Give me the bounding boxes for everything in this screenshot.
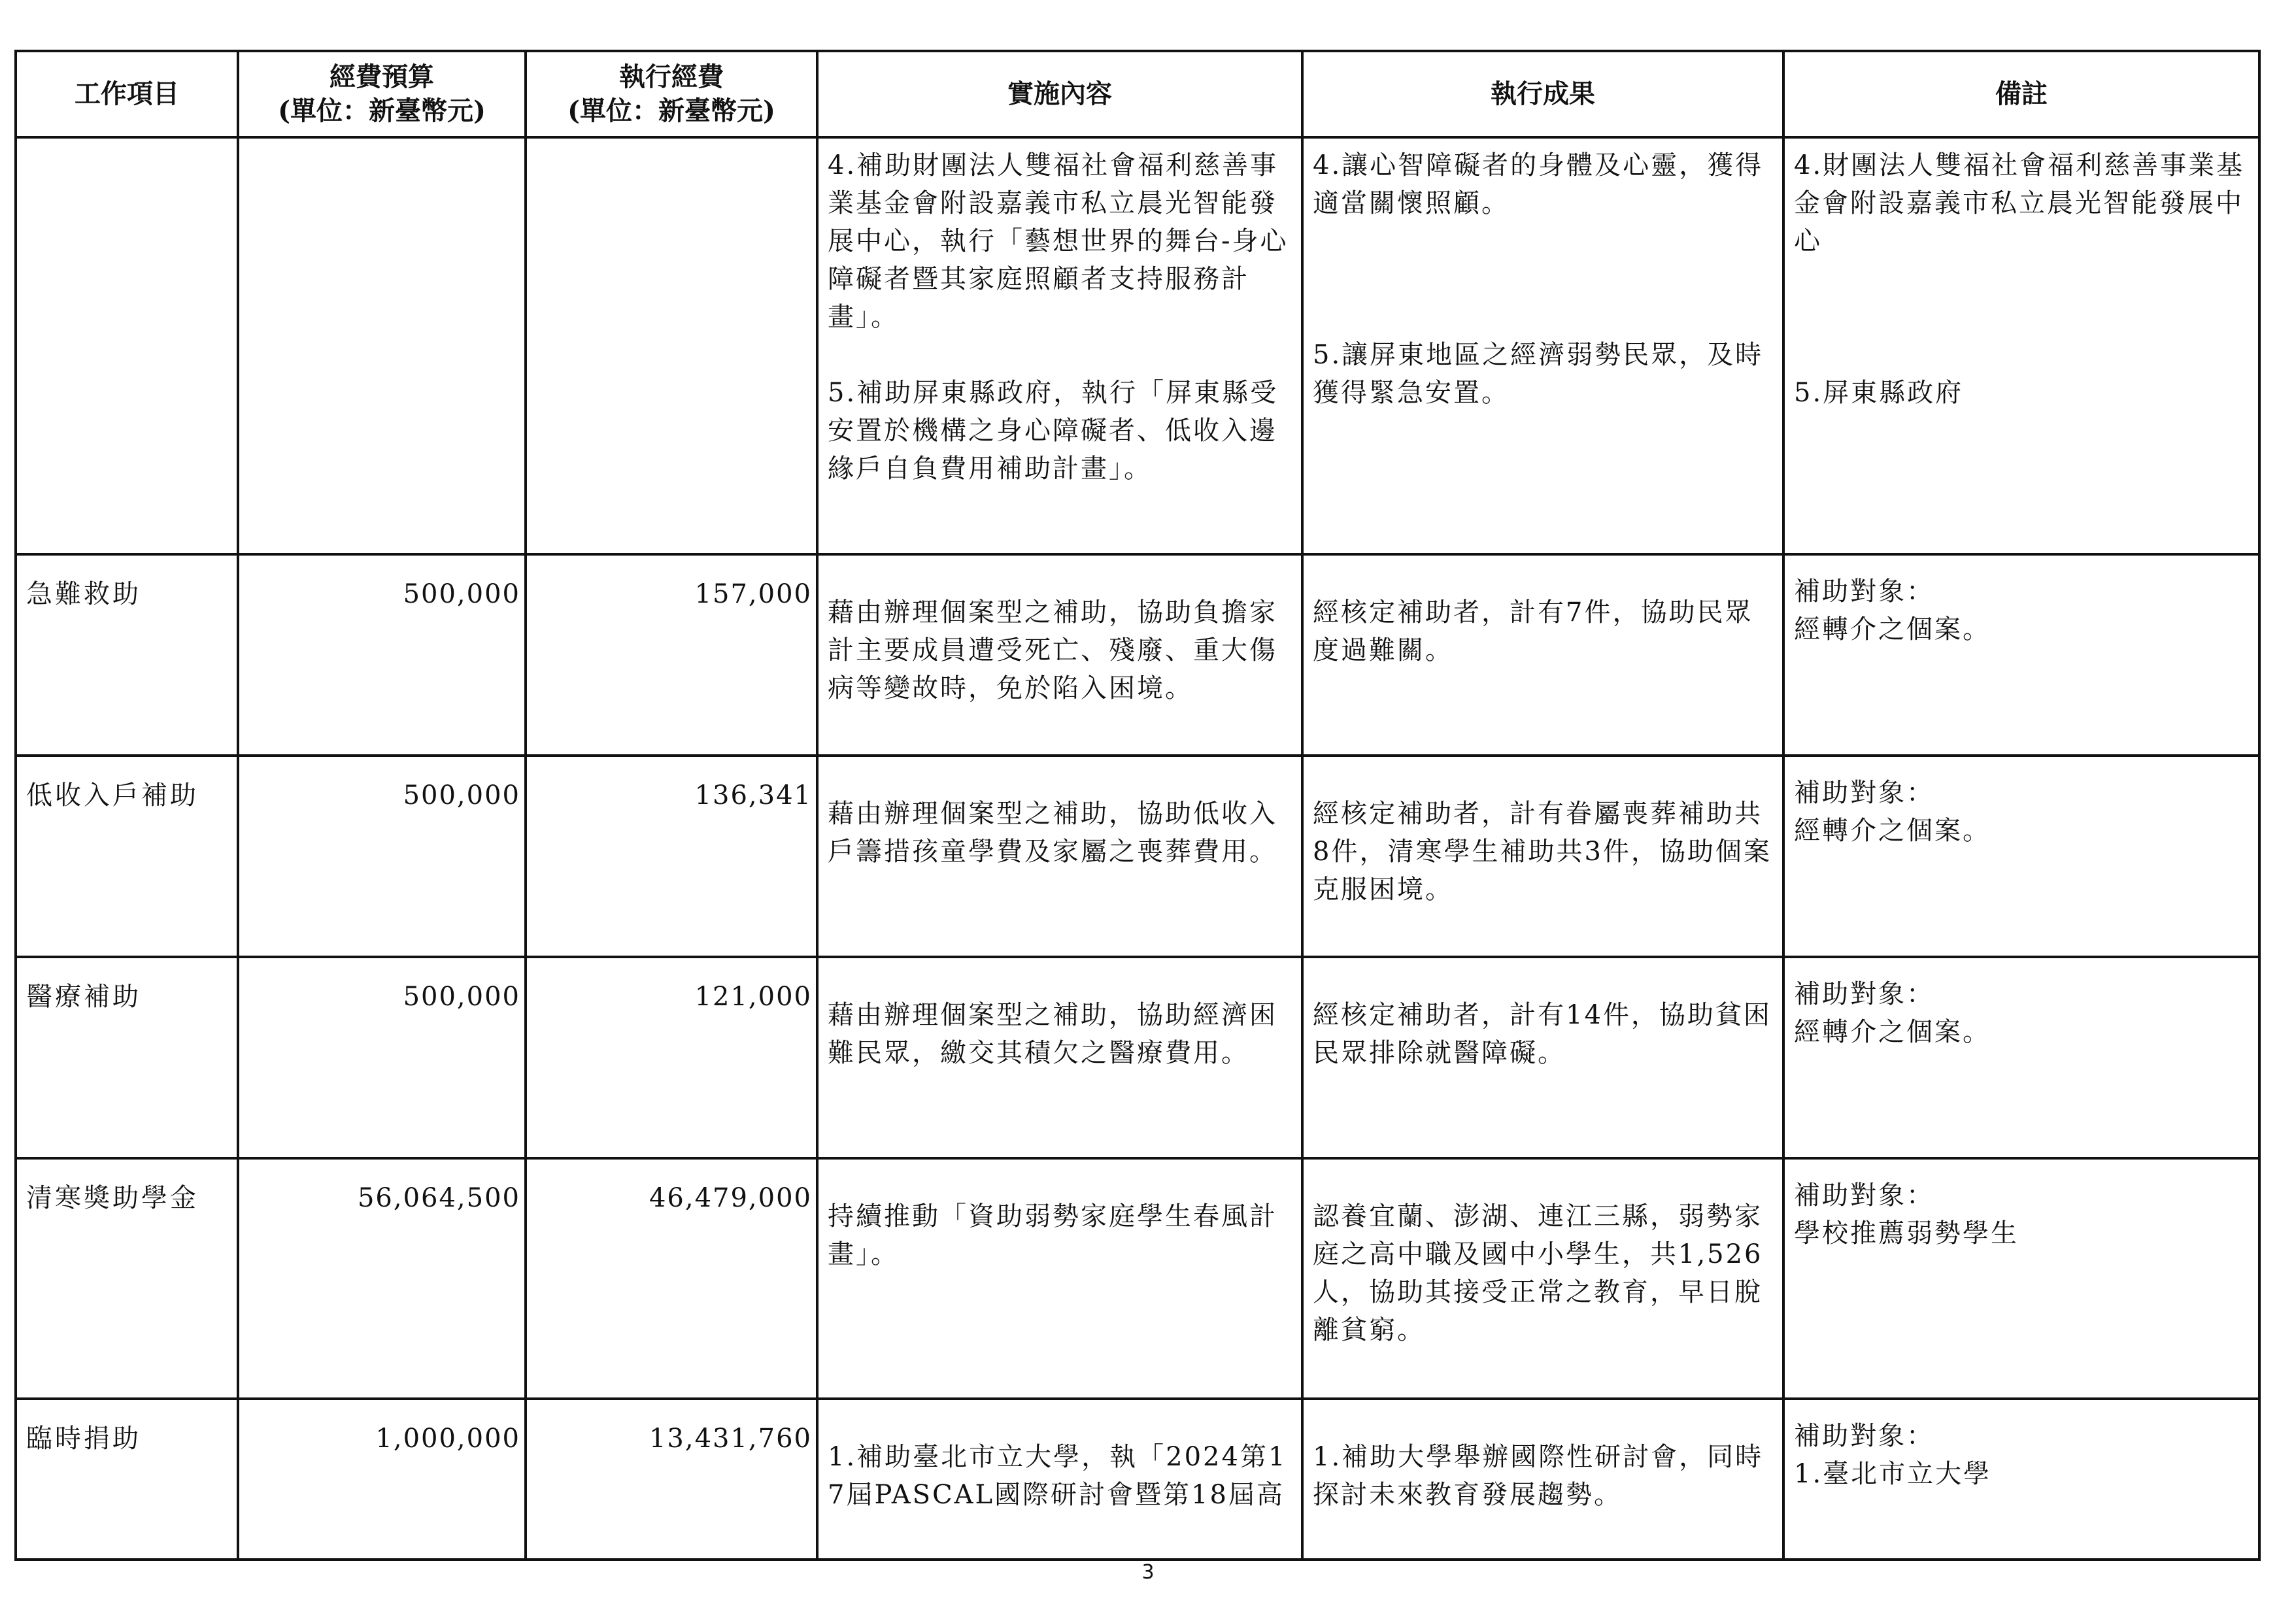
cell-item: 清寒獎助學金	[16, 1158, 238, 1399]
cell-result: 經核定補助者，計有14件，協助貧困民眾排除就醫障礙。	[1302, 957, 1783, 1158]
cell-result: 經核定補助者，計有眷屬喪葬補助共8件，清寒學生補助共3件，協助個案克服困境。	[1302, 756, 1783, 957]
header-item: 工作項目	[16, 51, 238, 137]
note-title: 補助對象：	[1794, 778, 1934, 808]
note-title: 補助對象：	[1794, 1180, 1934, 1211]
note-body: 1.臺北市立大學	[1794, 1459, 1992, 1489]
header-row	[16, 51, 2259, 137]
cell-note	[1783, 1399, 2259, 1560]
content-item-5: 5.補助屏東縣政府，執行「屏東縣受安置於機構之身心障礙者、低收入邊緣戶自負費用補助計畫」。	[828, 378, 1279, 484]
cell-note	[1783, 756, 2259, 957]
page-number: 3	[1141, 1561, 1155, 1584]
cell-result	[1302, 137, 1783, 554]
header-budget: 經費預算 (單位：新臺幣元)	[238, 51, 526, 137]
budget-table	[14, 50, 2261, 1561]
cell-spent: 157,000	[526, 554, 817, 756]
cell-budget: 56,064,500	[238, 1158, 526, 1399]
table-row-continued	[16, 137, 2259, 554]
table-row	[16, 957, 2259, 1158]
note-body: 學校推薦弱勢學生	[1794, 1218, 2019, 1248]
cell-content: 藉由辦理個案型之補助，協助經濟困難民眾，繳交其積欠之醫療費用。	[817, 957, 1302, 1158]
cell-content: 藉由辦理個案型之補助，協助低收入戶籌措孩童學費及家屬之喪葬費用。	[817, 756, 1302, 957]
result-item-5: 5.讓屏東地區之經濟弱勢民眾，及時獲得緊急安置。	[1313, 340, 1764, 408]
cell-item	[16, 137, 238, 554]
cell-spent: 46,479,000	[526, 1158, 817, 1399]
note-body: 經轉介之個案。	[1794, 614, 1991, 644]
cell-note	[1783, 137, 2259, 554]
cell-spent: 13,431,760	[526, 1399, 817, 1560]
note-title: 補助對象：	[1794, 979, 1934, 1009]
cell-budget: 1,000,000	[238, 1399, 526, 1560]
result-item-4: 4.讓心智障礙者的身體及心靈，獲得適當關懷照顧。	[1313, 150, 1764, 218]
cell-content	[817, 137, 1302, 554]
cell-result: 1.補助大學舉辦國際性研討會，同時探討未來教育發展趨勢。	[1302, 1399, 1783, 1560]
table-row	[16, 756, 2259, 957]
cell-item: 急難救助	[16, 554, 238, 756]
header-result: 執行成果	[1302, 51, 1783, 137]
cell-content: 1.補助臺北市立大學，執「2024第17屆PASCAL國際研討會暨第18屆高	[817, 1399, 1302, 1560]
cell-item: 醫療補助	[16, 957, 238, 1158]
cell-result: 認養宜蘭、澎湖、連江三縣，弱勢家庭之高中職及國中小學生，共1,526人，協助其接受正常之教育，早日脫離貧窮。	[1302, 1158, 1783, 1399]
note-body: 經轉介之個案。	[1794, 816, 1991, 846]
cell-result: 經核定補助者，計有7件，協助民眾度過難關。	[1302, 554, 1783, 756]
table-row	[16, 1158, 2259, 1399]
cell-spent: 121,000	[526, 957, 817, 1158]
note-title: 補助對象：	[1794, 1421, 1934, 1451]
table-row	[16, 554, 2259, 756]
cell-budget: 500,000	[238, 756, 526, 957]
cell-spent: 136,341	[526, 756, 817, 957]
cell-budget	[238, 137, 526, 554]
cell-item: 低收入戶補助	[16, 756, 238, 957]
cell-budget: 500,000	[238, 957, 526, 1158]
note-body: 經轉介之個案。	[1794, 1017, 1991, 1047]
note-item-4: 4.財團法人雙福社會福利慈善事業基金會附設嘉義市私立晨光智能發展中心	[1794, 150, 2245, 256]
header-spent: 執行經費 (單位：新臺幣元)	[526, 51, 817, 137]
cell-note	[1783, 1158, 2259, 1399]
note-item-5: 5.屏東縣政府	[1794, 378, 1964, 408]
content-item-4: 4.補助財團法人雙福社會福利慈善事業基金會附設嘉義市私立晨光智能發展中心，執行「藝想世界的舞台-身心障礙者暨其家庭照顧者支持服務計畫」。	[828, 150, 1289, 332]
cell-content: 藉由辦理個案型之補助，協助負擔家計主要成員遭受死亡、殘廢、重大傷病等變故時，免於陷入困境。	[817, 554, 1302, 756]
cell-item: 臨時捐助	[16, 1399, 238, 1560]
cell-content: 持續推動「資助弱勢家庭學生春風計畫」。	[817, 1158, 1302, 1399]
cell-note	[1783, 957, 2259, 1158]
note-title: 補助對象：	[1794, 577, 1934, 607]
cell-note	[1783, 554, 2259, 756]
table-row	[16, 1399, 2259, 1560]
cell-budget: 500,000	[238, 554, 526, 756]
cell-spent	[526, 137, 817, 554]
header-note: 備註	[1783, 51, 2259, 137]
report-page	[14, 50, 2258, 1561]
header-content: 實施內容	[817, 51, 1302, 137]
